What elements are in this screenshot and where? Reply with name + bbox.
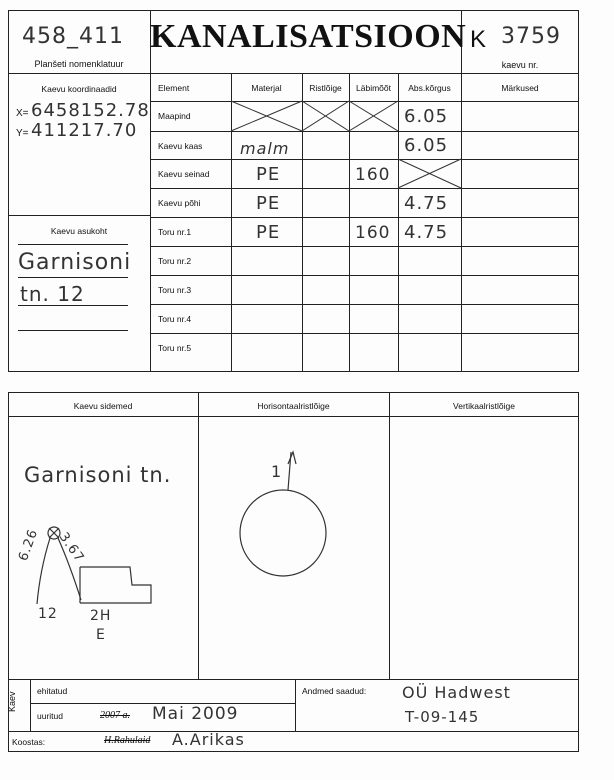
row-element: Kaevu kaas bbox=[158, 141, 203, 151]
footer-top-line bbox=[8, 679, 579, 680]
kaev-side-label: Kaev bbox=[7, 691, 17, 712]
table-row-line bbox=[150, 188, 579, 189]
dim-right: 3.67 bbox=[55, 530, 87, 566]
row-element: Kaevu põhi bbox=[158, 198, 201, 208]
compiled-handwritten: A.Arikas bbox=[172, 730, 245, 749]
y-value: 411217.70 bbox=[31, 120, 138, 141]
left-column-divider bbox=[150, 10, 151, 372]
row-element: Maapind bbox=[158, 111, 191, 121]
location-label: Kaevu asukoht bbox=[50, 226, 108, 236]
header-divider bbox=[8, 73, 579, 74]
row-element: Toru nr.4 bbox=[158, 314, 192, 324]
vertical-section-label: Vertikaalristlõige bbox=[453, 401, 515, 411]
location-line1: Garnisoni bbox=[18, 250, 132, 275]
compiled-label: Koostas: bbox=[12, 737, 46, 747]
table-row-line bbox=[150, 304, 579, 305]
table-row-line bbox=[150, 101, 579, 102]
location-divider bbox=[8, 215, 150, 216]
table-col-line bbox=[398, 73, 399, 372]
surveyed-printed: 2007 a. bbox=[100, 710, 130, 721]
surveyed-handwritten: Mai 2009 bbox=[152, 704, 239, 724]
location-rule bbox=[18, 277, 128, 278]
table-row-line bbox=[150, 217, 579, 218]
footer-side-line bbox=[30, 679, 31, 731]
row-material: PE bbox=[256, 222, 281, 243]
row-abs-height: 4.75 bbox=[404, 222, 449, 243]
row-abs-height: 6.05 bbox=[404, 135, 449, 156]
sketch-col-line bbox=[389, 392, 390, 679]
row-element: Kaevu seinad bbox=[158, 169, 210, 179]
footer-bottom-line bbox=[8, 731, 579, 732]
row-abs-height: 4.75 bbox=[404, 193, 449, 214]
row-diameter: 160 bbox=[355, 223, 391, 243]
y-label: Y= bbox=[16, 128, 29, 139]
form-title: KANALISATSIOON bbox=[150, 18, 467, 55]
row-element: Toru nr.3 bbox=[158, 285, 192, 295]
table-row-line bbox=[150, 246, 579, 247]
table-col-line bbox=[231, 73, 232, 372]
header-cross-section: Ristlõige bbox=[309, 83, 342, 93]
table-row-line bbox=[150, 275, 579, 276]
row-element: Toru nr.5 bbox=[158, 343, 192, 353]
row-material: malm bbox=[240, 139, 290, 158]
location-rule bbox=[18, 330, 128, 331]
row-element: Toru nr.1 bbox=[158, 227, 192, 237]
ties-label: Kaevu sidemed bbox=[73, 401, 133, 411]
data-from-line2: T-09-145 bbox=[405, 708, 480, 726]
row-element: Toru nr.2 bbox=[158, 256, 192, 266]
table-col-line bbox=[349, 73, 350, 372]
sheet-label: Planšeti nomenklatuur bbox=[34, 59, 124, 69]
built-label: ehitatud bbox=[37, 686, 68, 696]
table-row-line bbox=[150, 131, 579, 132]
coordinates-label: Kaevu koordinaadid bbox=[41, 84, 117, 94]
header-abs-height: Abs.kõrgus bbox=[408, 83, 451, 93]
table-row-line bbox=[150, 333, 579, 334]
table-row-line bbox=[150, 159, 579, 160]
header-diameter: Läbimõõt bbox=[356, 83, 391, 93]
row-material: PE bbox=[256, 164, 281, 185]
data-from-line1: OÜ Hadwest bbox=[402, 683, 511, 702]
location-rule bbox=[18, 244, 128, 245]
location-line2: tn. 12 bbox=[20, 282, 85, 306]
x-label: X= bbox=[16, 108, 29, 119]
sketch-col-line bbox=[198, 392, 199, 679]
location-rule bbox=[18, 305, 128, 306]
dim-bottom: 12 bbox=[38, 606, 58, 622]
building-label: 2H bbox=[90, 608, 112, 624]
sketch-header-line bbox=[8, 416, 579, 417]
header-material: Materjal bbox=[251, 83, 282, 93]
surveyed-label: uuritud bbox=[37, 711, 63, 721]
footer-mid-line bbox=[295, 679, 296, 731]
x-value: 6458152.78 bbox=[31, 100, 150, 121]
pipe-number: 1 bbox=[271, 462, 283, 481]
header-element: Element bbox=[158, 83, 190, 93]
row-material: PE bbox=[256, 193, 281, 214]
well-prefix: K bbox=[470, 26, 487, 53]
row-abs-height: 6.05 bbox=[404, 106, 449, 127]
header-notes: Märkused bbox=[501, 83, 539, 93]
dim-left: 6.26 bbox=[16, 527, 42, 564]
street-note: Garnisoni tn. bbox=[24, 463, 172, 487]
well-number: 3759 bbox=[501, 24, 561, 49]
horizontal-section-label: Horisontaalristlõige bbox=[257, 401, 330, 411]
sheet-number: 458_411 bbox=[22, 24, 124, 49]
well-label: kaevu nr. bbox=[501, 60, 539, 70]
row-diameter: 160 bbox=[355, 165, 391, 185]
building-sub: E bbox=[96, 627, 106, 643]
data-from-label: Andmed saadud: bbox=[302, 686, 367, 696]
table-col-line bbox=[302, 73, 303, 372]
compiled-printed: H.Rahulaid bbox=[104, 735, 151, 746]
